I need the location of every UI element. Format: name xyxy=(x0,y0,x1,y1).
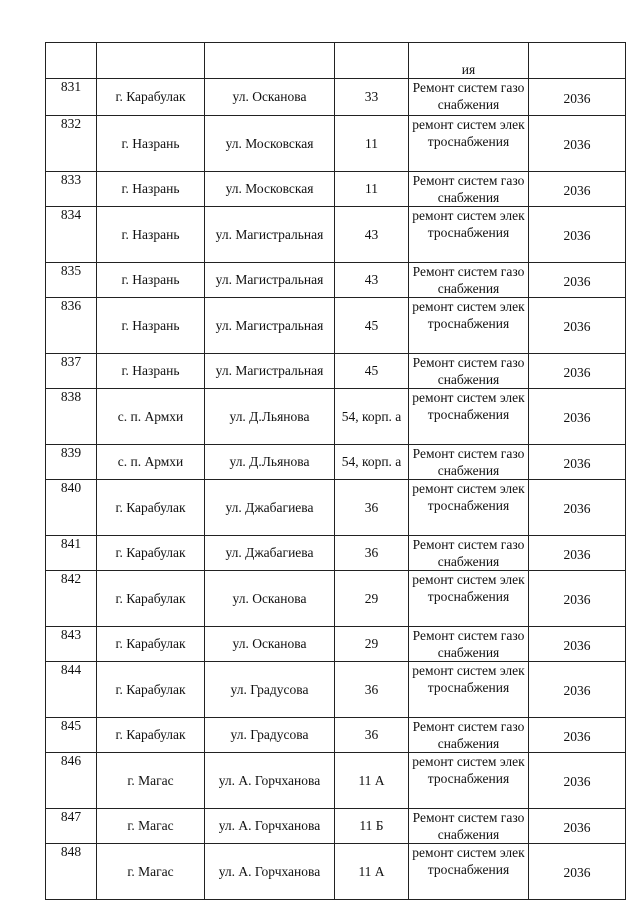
work-type-text: Ремонт систем газоснабжения xyxy=(412,628,525,660)
cell-city xyxy=(97,43,205,79)
table-row-continued xyxy=(46,43,626,79)
cell-city: г. Карабулак xyxy=(97,718,205,753)
cell-number: 834 xyxy=(46,207,97,263)
table-row xyxy=(46,536,626,571)
cell-street: ул. А. Горчханова xyxy=(205,809,335,844)
cell-year: 2036 xyxy=(529,79,626,116)
cell-house: 33 xyxy=(335,79,409,116)
cell-number xyxy=(46,43,97,79)
cell-work xyxy=(409,172,529,207)
cell-street: ул. Московская xyxy=(205,172,335,207)
cell-number: 832 xyxy=(46,116,97,172)
cell-street: ул. Осканова xyxy=(205,79,335,116)
cell-street: ул. Градусова xyxy=(205,718,335,753)
work-type-text: ремонт систем электроснабжения xyxy=(412,117,525,149)
cell-year: 2036 xyxy=(529,263,626,298)
cell-year: 2036 xyxy=(529,445,626,480)
cell-year: 2036 xyxy=(529,662,626,718)
cell-house xyxy=(335,43,409,79)
cell-street: ул. Д.Льянова xyxy=(205,389,335,445)
table-row xyxy=(46,298,626,354)
cell-street: ул. Осканова xyxy=(205,571,335,627)
cell-city: г. Карабулак xyxy=(97,536,205,571)
cell-street: ул. Джабагиева xyxy=(205,480,335,536)
table-row xyxy=(46,79,626,116)
cell-year: 2036 xyxy=(529,809,626,844)
cell-house: 43 xyxy=(335,263,409,298)
cell-work xyxy=(409,844,529,900)
cell-street: ул. Джабагиева xyxy=(205,536,335,571)
cell-year: 2036 xyxy=(529,298,626,354)
cell-street: ул. Магистральная xyxy=(205,298,335,354)
work-type-text: ремонт систем электроснабжения xyxy=(412,663,525,695)
cell-work: ия xyxy=(409,43,529,79)
cell-street: ул. Московская xyxy=(205,116,335,172)
work-type-text: Ремонт систем газоснабжения xyxy=(412,719,525,751)
table-row xyxy=(46,718,626,753)
table-row xyxy=(46,207,626,263)
table-row xyxy=(46,445,626,480)
cell-number: 847 xyxy=(46,809,97,844)
cell-city: г. Магас xyxy=(97,809,205,844)
cell-city: г. Назрань xyxy=(97,298,205,354)
cell-house: 36 xyxy=(335,718,409,753)
cell-city: с. п. Армхи xyxy=(97,389,205,445)
cell-house: 11 А xyxy=(335,844,409,900)
cell-year: 2036 xyxy=(529,116,626,172)
cell-year xyxy=(529,43,626,79)
cell-house: 29 xyxy=(335,627,409,662)
cell-street: ул. Магистральная xyxy=(205,207,335,263)
cell-work xyxy=(409,571,529,627)
cell-street: ул. Осканова xyxy=(205,627,335,662)
cell-city: г. Назрань xyxy=(97,263,205,298)
cell-number: 833 xyxy=(46,172,97,207)
cell-work xyxy=(409,718,529,753)
work-type-text: Ремонт систем газоснабжения xyxy=(412,264,525,296)
work-type-text: ремонт систем электроснабжения xyxy=(412,572,525,604)
cell-street: ул. А. Горчханова xyxy=(205,753,335,809)
cell-house: 11 xyxy=(335,172,409,207)
table-row xyxy=(46,116,626,172)
cell-work xyxy=(409,116,529,172)
table-body xyxy=(46,43,626,900)
table-row xyxy=(46,571,626,627)
table-row xyxy=(46,172,626,207)
table-row xyxy=(46,627,626,662)
cell-work xyxy=(409,662,529,718)
cell-city: г. Карабулак xyxy=(97,662,205,718)
cell-number: 831 xyxy=(46,79,97,116)
cell-work xyxy=(409,298,529,354)
cell-house: 54, корп. а xyxy=(335,445,409,480)
work-type-text: Ремонт систем газоснабжения xyxy=(412,446,525,478)
cell-number: 837 xyxy=(46,354,97,389)
cell-street: ул. Магистральная xyxy=(205,263,335,298)
cell-year: 2036 xyxy=(529,627,626,662)
work-type-text: Ремонт систем газоснабжения xyxy=(412,537,525,569)
cell-city: г. Карабулак xyxy=(97,79,205,116)
cell-house: 54, корп. а xyxy=(335,389,409,445)
cell-house: 43 xyxy=(335,207,409,263)
work-type-text: ремонт систем электроснабжения xyxy=(412,208,525,240)
cell-number: 843 xyxy=(46,627,97,662)
cell-work xyxy=(409,480,529,536)
document-page xyxy=(45,42,625,900)
cell-city: г. Карабулак xyxy=(97,480,205,536)
cell-number: 842 xyxy=(46,571,97,627)
table-row xyxy=(46,662,626,718)
cell-house: 45 xyxy=(335,298,409,354)
cell-house: 29 xyxy=(335,571,409,627)
cell-house: 36 xyxy=(335,536,409,571)
cell-work xyxy=(409,753,529,809)
cell-number: 839 xyxy=(46,445,97,480)
cell-city: г. Назрань xyxy=(97,172,205,207)
cell-number: 848 xyxy=(46,844,97,900)
cell-year: 2036 xyxy=(529,354,626,389)
table-row xyxy=(46,844,626,900)
cell-work xyxy=(409,809,529,844)
work-type-text: ремонт систем электроснабжения xyxy=(412,845,525,877)
cell-number: 836 xyxy=(46,298,97,354)
cell-city: с. п. Армхи xyxy=(97,445,205,480)
work-type-text: ремонт систем электроснабжения xyxy=(412,299,525,331)
repair-schedule-table xyxy=(45,42,626,900)
cell-city: г. Магас xyxy=(97,844,205,900)
cell-year: 2036 xyxy=(529,207,626,263)
cell-house: 36 xyxy=(335,662,409,718)
cell-work xyxy=(409,627,529,662)
work-type-text: ремонт систем электроснабжения xyxy=(412,481,525,513)
cell-work xyxy=(409,207,529,263)
cell-city: г. Назрань xyxy=(97,207,205,263)
cell-city: г. Назрань xyxy=(97,116,205,172)
cell-number: 846 xyxy=(46,753,97,809)
table-row xyxy=(46,809,626,844)
work-type-text: Ремонт систем газоснабжения xyxy=(412,173,525,205)
work-type-text: Ремонт систем газоснабжения xyxy=(412,80,525,112)
cell-year: 2036 xyxy=(529,571,626,627)
cell-work xyxy=(409,389,529,445)
cell-street: ул. Магистральная xyxy=(205,354,335,389)
cell-number: 845 xyxy=(46,718,97,753)
cell-street: ул. А. Горчханова xyxy=(205,844,335,900)
cell-number: 835 xyxy=(46,263,97,298)
work-type-text: Ремонт систем газоснабжения xyxy=(412,355,525,387)
table-row xyxy=(46,263,626,298)
cell-street: ул. Д.Льянова xyxy=(205,445,335,480)
work-type-text: Ремонт систем газоснабжения xyxy=(412,810,525,842)
cell-city: г. Карабулак xyxy=(97,571,205,627)
cell-year: 2036 xyxy=(529,536,626,571)
cell-year: 2036 xyxy=(529,389,626,445)
table-row xyxy=(46,480,626,536)
cell-year: 2036 xyxy=(529,718,626,753)
cell-work xyxy=(409,354,529,389)
cell-work xyxy=(409,263,529,298)
work-type-text: ремонт систем электроснабжения xyxy=(412,754,525,786)
table-row xyxy=(46,389,626,445)
cell-year: 2036 xyxy=(529,844,626,900)
table-row xyxy=(46,354,626,389)
cell-house: 11 xyxy=(335,116,409,172)
cell-street xyxy=(205,43,335,79)
cell-work xyxy=(409,79,529,116)
cell-year: 2036 xyxy=(529,172,626,207)
cell-house: 45 xyxy=(335,354,409,389)
cell-work xyxy=(409,445,529,480)
cell-number: 840 xyxy=(46,480,97,536)
cell-city: г. Карабулак xyxy=(97,627,205,662)
cell-number: 841 xyxy=(46,536,97,571)
cell-city: г. Назрань xyxy=(97,354,205,389)
table-row xyxy=(46,753,626,809)
cell-year: 2036 xyxy=(529,753,626,809)
work-type-text: ремонт систем электроснабжения xyxy=(412,390,525,422)
cell-house: 11 Б xyxy=(335,809,409,844)
cell-street: ул. Градусова xyxy=(205,662,335,718)
cell-house: 11 А xyxy=(335,753,409,809)
cell-year: 2036 xyxy=(529,480,626,536)
cell-number: 844 xyxy=(46,662,97,718)
cell-city: г. Магас xyxy=(97,753,205,809)
cell-number: 838 xyxy=(46,389,97,445)
cell-work xyxy=(409,536,529,571)
cell-house: 36 xyxy=(335,480,409,536)
